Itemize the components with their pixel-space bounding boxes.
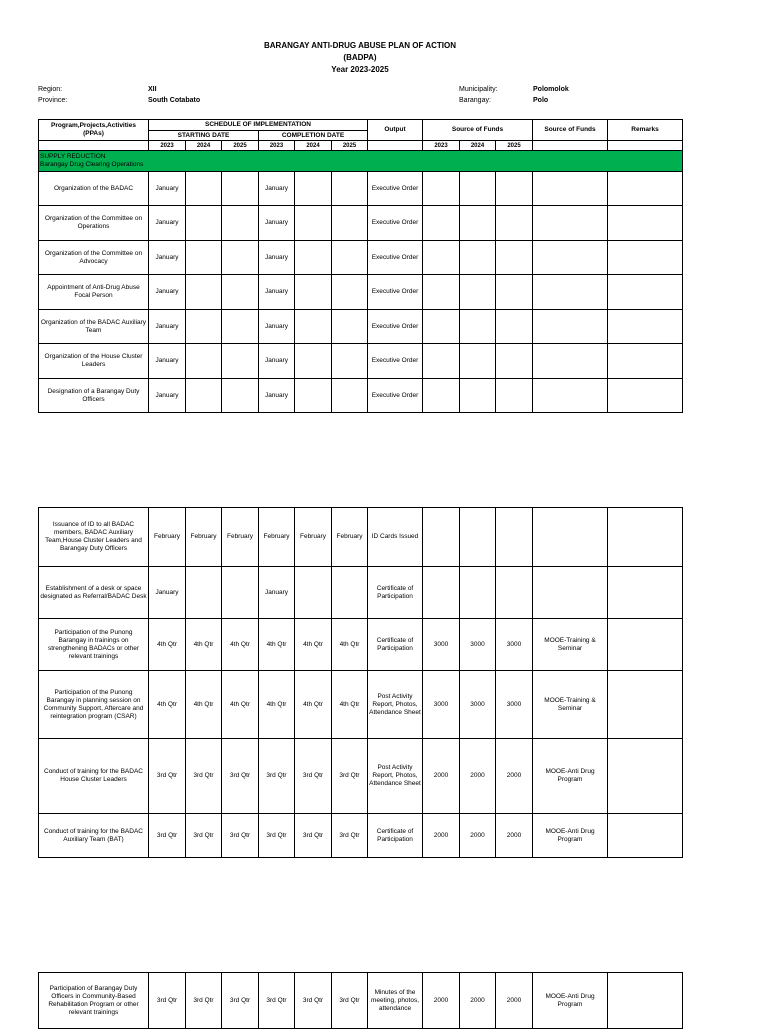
fund-2024-cell [460, 508, 496, 567]
end-2024-cell: 3rd Qtr [295, 973, 332, 1029]
table-row [39, 275, 683, 310]
badpa-table-page2 [38, 507, 683, 858]
output-cell: ID Cards Issued [368, 508, 423, 567]
start-2024-cell [186, 310, 222, 344]
fund-2025-cell [496, 379, 533, 413]
start-2025-cell [222, 379, 259, 413]
end-2024-cell [295, 344, 332, 379]
fund-source-cell: MOOE-Training & Seminar [533, 619, 608, 671]
start-2023-cell: 4th Qtr [149, 619, 186, 671]
end-2025-cell: 3rd Qtr [332, 739, 368, 814]
fund-source-cell: MOOE-Anti Drug Program [533, 973, 608, 1029]
remarks-cell [608, 973, 683, 1029]
end-2025-cell [332, 567, 368, 619]
ppa-cell: Designation of a Barangay Duty Officers [39, 379, 149, 413]
ppa-cell: Conduct of training for the BADAC Auxiliary Team (BAT) [39, 814, 149, 858]
start-2023-cell: January [149, 172, 186, 206]
fund-2025-cell [496, 508, 533, 567]
fund-source-cell [533, 241, 608, 275]
remarks-cell [608, 508, 683, 567]
barangay-value: Polo [533, 97, 549, 104]
end-2023-cell: 3rd Qtr [259, 814, 295, 858]
end-2024-cell [295, 379, 332, 413]
fund-2025-cell: 2000 [496, 973, 533, 1029]
fund-2023-cell [423, 310, 460, 344]
ppa-year-blank [39, 141, 149, 151]
start-2023-cell: January [149, 379, 186, 413]
ppa-cell: Organization of the House Cluster Leaders [39, 344, 149, 379]
funds-source-header: Source of Funds [533, 120, 608, 141]
fund-2025-cell: 2000 [496, 739, 533, 814]
end-2023-cell: January [259, 567, 295, 619]
fund-2025-cell: 3000 [496, 671, 533, 739]
end-2023-cell: January [259, 241, 295, 275]
region-value: XII [148, 86, 157, 93]
ppa-cell: Conduct of training for the BADAC House Cluster Leaders [39, 739, 149, 814]
starting-date-header: STARTING DATE [149, 131, 259, 141]
remarks-cell [608, 619, 683, 671]
remarks-cell [608, 567, 683, 619]
start-2023-cell: January [149, 275, 186, 310]
table-row [39, 508, 683, 567]
end-2023-cell: January [259, 344, 295, 379]
fund-2023-cell: 3000 [423, 671, 460, 739]
remarks-cell [608, 310, 683, 344]
output-cell: Executive Order [368, 275, 423, 310]
end-2025-cell: 4th Qtr [332, 619, 368, 671]
output-cell: Certificate of Participation [368, 814, 423, 858]
fund-source-cell [533, 172, 608, 206]
start-2025-cell [222, 567, 259, 619]
table-row [39, 241, 683, 275]
start-2023-cell: 3rd Qtr [149, 739, 186, 814]
fund-2023-cell [423, 241, 460, 275]
start-2024-cell: 3rd Qtr [186, 973, 222, 1029]
fund-year-2024: 2024 [460, 141, 496, 151]
fund-2023-cell: 2000 [423, 973, 460, 1029]
start-2024-cell [186, 567, 222, 619]
start-2024-cell [186, 241, 222, 275]
end-year-2023: 2023 [259, 141, 295, 151]
fund-2023-cell: 3000 [423, 619, 460, 671]
end-2023-cell: 4th Qtr [259, 619, 295, 671]
fund-2023-cell: 2000 [423, 739, 460, 814]
fund-2025-cell: 3000 [496, 619, 533, 671]
ppa-cell: Participation of the Punong Barangay in planning session on Community Support, Aftercare and reintegration program (CSAR) [39, 671, 149, 739]
end-2023-cell: February [259, 508, 295, 567]
fund-source-cell [533, 310, 608, 344]
ppa-cell: Participation of the Punong Barangay in trainings on strengthening BADACs or other relevant trainings [39, 619, 149, 671]
municipality-value: Polomolok [533, 86, 569, 93]
output-cell: Executive Order [368, 379, 423, 413]
end-2025-cell [332, 310, 368, 344]
barangay-label: Barangay: [459, 97, 491, 104]
end-2023-cell: 3rd Qtr [259, 973, 295, 1029]
remarks-cell [608, 172, 683, 206]
start-2025-cell: 4th Qtr [222, 619, 259, 671]
start-2025-cell: 3rd Qtr [222, 739, 259, 814]
start-2025-cell [222, 275, 259, 310]
schedule-header: SCHEDULE OF IMPLEMENTATION [149, 120, 368, 131]
end-2025-cell: February [332, 508, 368, 567]
start-2023-cell: 4th Qtr [149, 671, 186, 739]
end-2025-cell: 3rd Qtr [332, 814, 368, 858]
end-2024-cell: 3rd Qtr [295, 739, 332, 814]
table-header [39, 120, 683, 151]
municipality-label: Municipality: [459, 86, 498, 93]
end-year-2025: 2025 [332, 141, 368, 151]
start-2025-cell [222, 344, 259, 379]
fund-2023-cell [423, 172, 460, 206]
remarks-cell [608, 241, 683, 275]
end-2024-cell: 4th Qtr [295, 671, 332, 739]
ppa-cell: Appointment of Anti-Drug Abuse Focal Person [39, 275, 149, 310]
table-row [39, 973, 683, 1029]
fund-2024-cell: 2000 [460, 973, 496, 1029]
remarks-year-blank [608, 141, 683, 151]
end-2025-cell [332, 275, 368, 310]
ppa-cell: Organization of the Committee on Advocacy [39, 241, 149, 275]
start-2024-cell [186, 206, 222, 241]
fund-year-2023: 2023 [423, 141, 460, 151]
remarks-cell [608, 739, 683, 814]
fund-source-cell [533, 379, 608, 413]
table-row [39, 814, 683, 858]
document-year: Year 2023-2025 [331, 65, 389, 74]
table-row [39, 310, 683, 344]
output-cell: Minutes of the meeting, photos, attendance [368, 973, 423, 1029]
end-2025-cell [332, 344, 368, 379]
fund-2025-cell [496, 567, 533, 619]
start-year-2025: 2025 [222, 141, 259, 151]
start-2024-cell: 3rd Qtr [186, 739, 222, 814]
remarks-cell [608, 379, 683, 413]
fund-2023-cell [423, 379, 460, 413]
ppa-header: Program,Projects,Activities (PPAs) [39, 120, 149, 141]
start-2024-cell: 4th Qtr [186, 671, 222, 739]
output-cell: Post Activity Report, Photos, Attendance Sheet [368, 739, 423, 814]
fund-2024-cell [460, 275, 496, 310]
start-year-2023: 2023 [149, 141, 186, 151]
source-year-blank [533, 141, 608, 151]
output-year-blank [368, 141, 423, 151]
start-2024-cell [186, 275, 222, 310]
fund-2024-cell: 3000 [460, 671, 496, 739]
start-2025-cell: February [222, 508, 259, 567]
fund-2024-cell [460, 172, 496, 206]
fund-2023-cell [423, 206, 460, 241]
section-subtitle: Barangay Drug Clearing Operations [40, 161, 144, 168]
ppa-cell: Organization of the BADAC Auxiliary Team [39, 310, 149, 344]
fund-source-cell [533, 567, 608, 619]
end-2025-cell [332, 241, 368, 275]
badpa-table-page1 [38, 119, 683, 413]
funds-header: Source of Funds [423, 120, 533, 141]
fund-year-2025: 2025 [496, 141, 533, 151]
output-cell: Certificate of Participation [368, 567, 423, 619]
start-2025-cell [222, 310, 259, 344]
fund-2025-cell [496, 206, 533, 241]
remarks-cell [608, 275, 683, 310]
start-2025-cell [222, 241, 259, 275]
end-2023-cell: January [259, 206, 295, 241]
fund-source-cell: MOOE-Anti Drug Program [533, 814, 608, 858]
province-value: South Cotabato [148, 97, 201, 104]
end-2024-cell [295, 241, 332, 275]
fund-2023-cell [423, 567, 460, 619]
start-2023-cell: January [149, 241, 186, 275]
output-cell: Post Activity Report, Photos, Attendance Sheet [368, 671, 423, 739]
start-2024-cell: February [186, 508, 222, 567]
end-2024-cell: 4th Qtr [295, 619, 332, 671]
fund-source-cell [533, 275, 608, 310]
fund-source-cell [533, 344, 608, 379]
output-cell: Executive Order [368, 172, 423, 206]
remarks-cell [608, 206, 683, 241]
fund-source-cell [533, 508, 608, 567]
fund-2024-cell: 2000 [460, 739, 496, 814]
end-2024-cell: 3rd Qtr [295, 814, 332, 858]
start-2024-cell: 3rd Qtr [186, 814, 222, 858]
ppa-cell: Participation of Barangay Duty Officers in Community-Based Rehabilitation Program or other relevant trainings [39, 973, 149, 1029]
table-row [39, 619, 683, 671]
start-2025-cell: 3rd Qtr [222, 814, 259, 858]
start-year-2024: 2024 [186, 141, 222, 151]
end-2024-cell [295, 172, 332, 206]
remarks-cell [608, 814, 683, 858]
completion-date-header: COMPLETION DATE [259, 131, 368, 141]
table-row [39, 379, 683, 413]
end-2025-cell [332, 206, 368, 241]
table-row [39, 172, 683, 206]
start-2023-cell: January [149, 344, 186, 379]
fund-2024-cell: 2000 [460, 814, 496, 858]
fund-2024-cell [460, 241, 496, 275]
fund-2025-cell [496, 310, 533, 344]
fund-2023-cell [423, 508, 460, 567]
output-cell: Executive Order [368, 344, 423, 379]
end-2024-cell [295, 310, 332, 344]
start-2024-cell [186, 379, 222, 413]
end-2023-cell: January [259, 379, 295, 413]
region-label: Region: [38, 86, 63, 93]
fund-2024-cell [460, 567, 496, 619]
start-2025-cell [222, 206, 259, 241]
remarks-cell [608, 671, 683, 739]
fund-2023-cell [423, 275, 460, 310]
output-cell: Certificate of Participation [368, 619, 423, 671]
ppa-cell: Establishment of a desk or space designated as Referral/BADAC Desk [39, 567, 149, 619]
table-row [39, 344, 683, 379]
end-2025-cell [332, 172, 368, 206]
province-label: Province: [38, 97, 68, 104]
fund-2024-cell: 3000 [460, 619, 496, 671]
ppa-cell: Organization of the Committee on Operations [39, 206, 149, 241]
start-2025-cell [222, 172, 259, 206]
remarks-header: Remarks [608, 120, 683, 141]
end-2025-cell [332, 379, 368, 413]
start-2023-cell: 3rd Qtr [149, 973, 186, 1029]
end-year-2024: 2024 [295, 141, 332, 151]
output-header: Output [368, 120, 423, 141]
ppa-cell: Issuance of ID to all BADAC members, BADAC Auxiliary Team,House Cluster Leaders and Barangay Duty Officers [39, 508, 149, 567]
fund-2023-cell: 2000 [423, 814, 460, 858]
start-2023-cell: January [149, 206, 186, 241]
start-2025-cell: 4th Qtr [222, 671, 259, 739]
end-2024-cell [295, 275, 332, 310]
fund-2025-cell [496, 172, 533, 206]
output-cell: Executive Order [368, 310, 423, 344]
end-2025-cell: 3rd Qtr [332, 973, 368, 1029]
ppa-cell: Organization of the BADAC [39, 172, 149, 206]
remarks-cell [608, 344, 683, 379]
output-cell: Executive Order [368, 241, 423, 275]
end-2024-cell: February [295, 508, 332, 567]
start-2025-cell: 3rd Qtr [222, 973, 259, 1029]
start-2023-cell: January [149, 567, 186, 619]
fund-2025-cell [496, 275, 533, 310]
fund-2025-cell: 2000 [496, 814, 533, 858]
end-2023-cell: January [259, 275, 295, 310]
section-title: SUPPLY REDUCTION [40, 153, 106, 160]
end-2024-cell [295, 567, 332, 619]
start-2023-cell: 3rd Qtr [149, 814, 186, 858]
fund-2025-cell [496, 241, 533, 275]
fund-2024-cell [460, 206, 496, 241]
start-2024-cell [186, 344, 222, 379]
end-2023-cell: January [259, 172, 295, 206]
start-2023-cell: February [149, 508, 186, 567]
start-2023-cell: January [149, 310, 186, 344]
output-cell: Executive Order [368, 206, 423, 241]
start-2024-cell: 4th Qtr [186, 619, 222, 671]
end-2023-cell: January [259, 310, 295, 344]
start-2024-cell [186, 172, 222, 206]
table-row [39, 567, 683, 619]
document-title: BARANGAY ANTI-DRUG ABUSE PLAN OF ACTION [263, 41, 456, 50]
fund-2023-cell [423, 344, 460, 379]
end-2024-cell [295, 206, 332, 241]
fund-source-cell: MOOE-Anti Drug Program [533, 739, 608, 814]
end-2023-cell: 3rd Qtr [259, 739, 295, 814]
section-row [39, 151, 683, 172]
fund-2024-cell [460, 344, 496, 379]
table-row [39, 739, 683, 814]
badpa-table-page3 [38, 972, 683, 1029]
end-2023-cell: 4th Qtr [259, 671, 295, 739]
table-row [39, 206, 683, 241]
document-acronym: (BADPA) [343, 53, 377, 62]
fund-2024-cell [460, 310, 496, 344]
fund-2024-cell [460, 379, 496, 413]
fund-source-cell [533, 206, 608, 241]
table-row [39, 671, 683, 739]
end-2025-cell: 4th Qtr [332, 671, 368, 739]
fund-2025-cell [496, 344, 533, 379]
fund-source-cell: MOOE-Training & Seminar [533, 671, 608, 739]
